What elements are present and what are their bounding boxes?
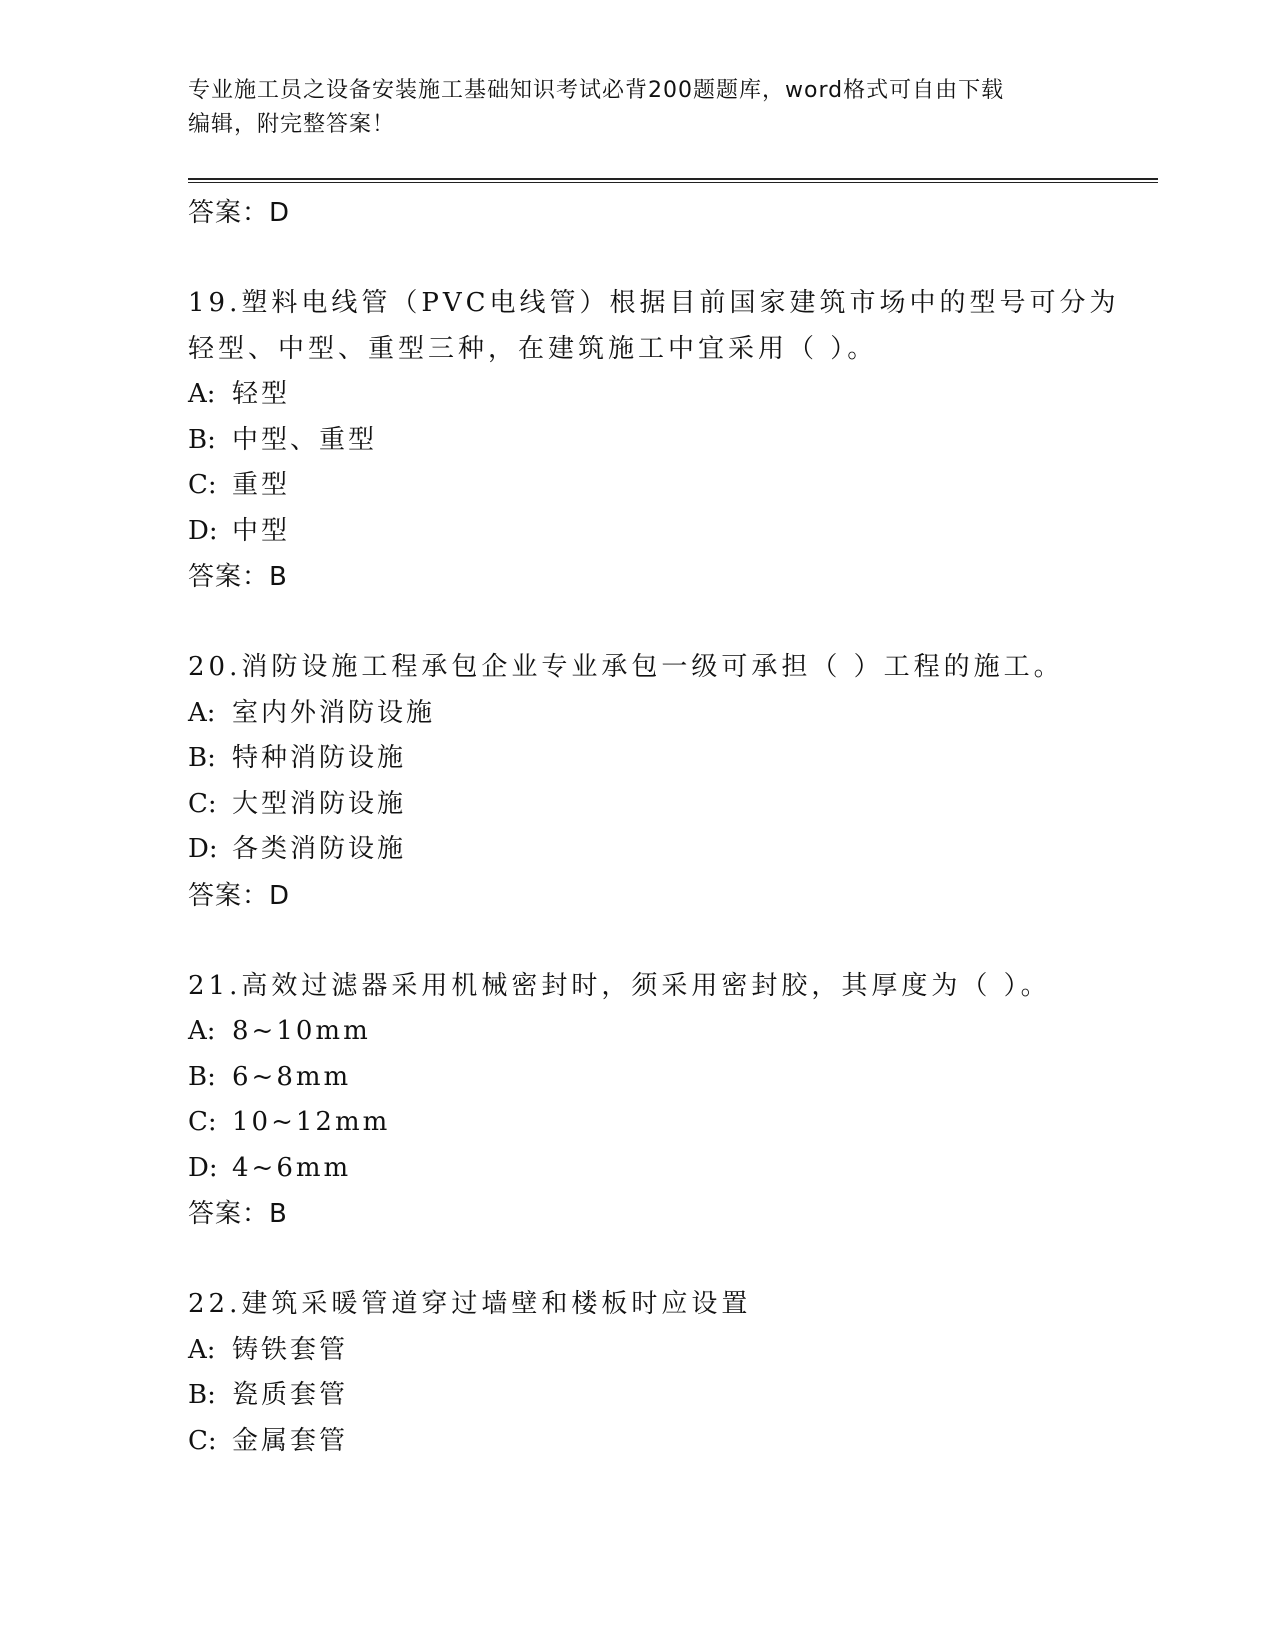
- header-title-line-2: 编辑，附完整答案！: [188, 112, 396, 137]
- option-letter: D:: [188, 515, 218, 546]
- option-letter: A:: [188, 1334, 216, 1365]
- option-text: 室内外消防设施: [232, 697, 436, 728]
- option-a: [188, 1328, 1158, 1374]
- option-b: [188, 1055, 1158, 1101]
- option-letter: D:: [188, 1152, 218, 1183]
- header-divider: [188, 178, 1158, 183]
- option-letter: C:: [188, 1425, 217, 1456]
- option-letter: A:: [188, 379, 216, 409]
- option-a: [188, 1009, 1158, 1055]
- option-letter: B:: [188, 1380, 216, 1410]
- option-text: 各类消防设施: [232, 834, 407, 864]
- option-text: 金属套管: [232, 1425, 349, 1456]
- question-21: [188, 964, 1158, 1238]
- option-c: [188, 782, 1158, 828]
- answer-line: 答案：B: [188, 1199, 288, 1229]
- option-letter: C:: [188, 1107, 217, 1137]
- option-text: 重型: [232, 470, 291, 500]
- option-letter: C:: [188, 788, 217, 819]
- option-text: 中型: [232, 515, 291, 546]
- header-title-line-1: 专业施工员之设备安装施工基础知识考试必背200题题库，word格式可自由下载: [188, 78, 1005, 103]
- option-letter: A:: [188, 697, 216, 728]
- option-c: [188, 1100, 1158, 1146]
- answer-line: 答案：D: [188, 198, 291, 228]
- option-text: 6~8mm: [232, 1061, 352, 1092]
- option-text: 中型、重型: [232, 424, 378, 455]
- question-text-line: 轻型、中型、重型三种，在建筑施工中宜采用（ ）。: [188, 333, 878, 364]
- option-letter: C:: [188, 470, 217, 500]
- option-letter: D:: [188, 834, 218, 864]
- option-a: [188, 691, 1158, 737]
- question-text-line: 21.高效过滤器采用机械密封时，须采用密封胶，其厚度为（ ）。: [188, 970, 1051, 1001]
- option-text: 大型消防设施: [232, 788, 407, 819]
- question-19: [188, 281, 1158, 600]
- option-c: [188, 463, 1158, 509]
- option-letter: B:: [188, 743, 216, 773]
- question-text-line: 19.塑料电线管（PVC电线管）根据目前国家建筑市场中的型号可分为: [188, 288, 1120, 318]
- spacer: [188, 236, 1158, 281]
- option-c: [188, 1419, 1158, 1465]
- option-letter: A:: [188, 1016, 216, 1046]
- option-b: [188, 1373, 1158, 1419]
- option-text: 瓷质套管: [232, 1380, 349, 1410]
- option-text: 特种消防设施: [232, 743, 407, 773]
- answer-line: 答案：D: [188, 880, 291, 911]
- option-letter: B:: [188, 1061, 216, 1092]
- option-d: [188, 509, 1158, 555]
- option-text: 8~10mm: [232, 1016, 371, 1046]
- option-a: [188, 372, 1158, 418]
- option-d: [188, 1146, 1158, 1192]
- option-letter: B:: [188, 424, 216, 455]
- spacer: [188, 919, 1158, 964]
- question-text-line: 22.建筑采暖管道穿过墙壁和楼板时应设置: [188, 1289, 752, 1319]
- option-text: 10~12mm: [232, 1107, 391, 1137]
- option-text: 4~6mm: [232, 1152, 352, 1183]
- question-20: [188, 645, 1158, 919]
- option-d: [188, 827, 1158, 873]
- option-b: [188, 736, 1158, 782]
- question-22: [188, 1282, 1158, 1464]
- question-list: [188, 190, 1158, 1464]
- answer-line: 答案：B: [188, 562, 288, 592]
- spacer: [188, 600, 1158, 645]
- option-b: [188, 418, 1158, 464]
- option-text: 轻型: [232, 379, 291, 409]
- question-text-line: 20.消防设施工程承包企业专业承包一级可承担（ ）工程的施工。: [188, 652, 1064, 682]
- document-header: [188, 74, 1088, 142]
- option-text: 铸铁套管: [232, 1334, 349, 1365]
- spacer: [188, 1237, 1158, 1282]
